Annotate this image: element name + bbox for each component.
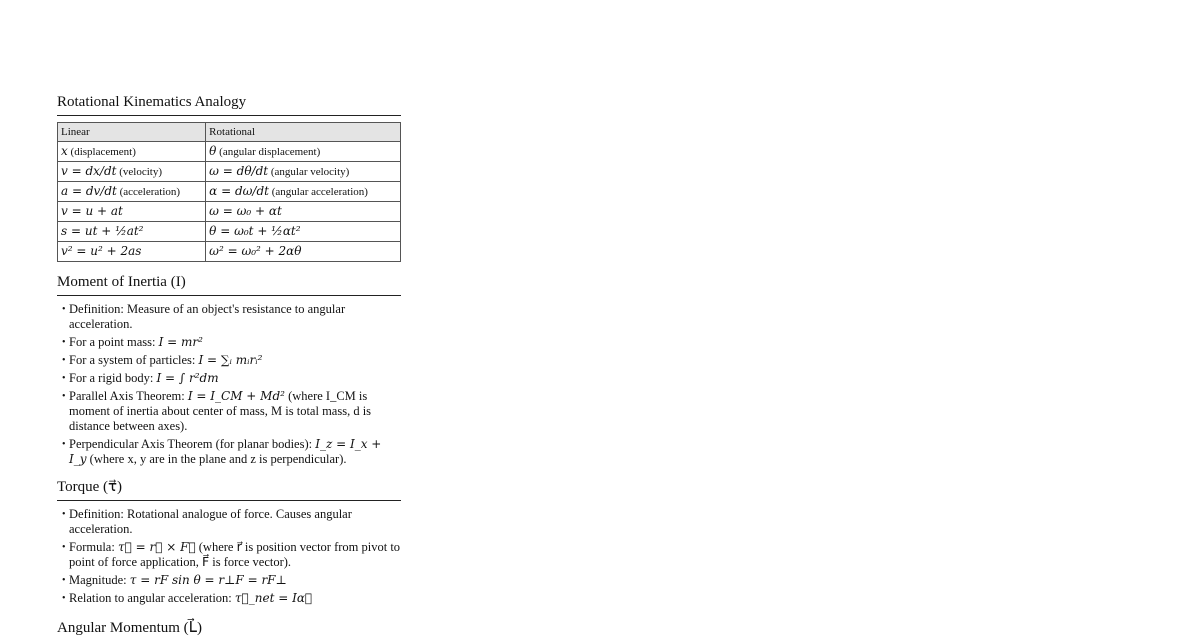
linear-note: (displacement) (67, 146, 136, 158)
item-tail: (where r⃗ is position vector from pivot to point of force application, F⃗ is force vector). (69, 540, 401, 569)
item-tail: (where I_CM is moment of inertia about center of mass, M is total mass, d is distance between axes). (69, 389, 372, 433)
rotational-cell (206, 142, 401, 162)
table-row (58, 222, 401, 242)
item-math: I_z = I_x + I_y (69, 437, 382, 466)
item-math: I = mr² (158, 335, 203, 349)
rotational-formula: ω = dθ/dt (209, 164, 269, 178)
linear-formula: v² = u² + 2as (61, 244, 142, 258)
rotational-note: (angular acceleration) (268, 186, 368, 198)
linear-formula: x (61, 144, 68, 158)
torque-section (57, 477, 401, 606)
list-item (69, 389, 401, 434)
item-text: Formula: (69, 540, 118, 554)
list-item (69, 437, 401, 467)
document-column (57, 92, 401, 616)
linear-note: (acceleration) (116, 186, 181, 198)
item-text: Perpendicular Axis Theorem (for planar bodies): (69, 437, 316, 451)
inertia-list (57, 302, 401, 467)
item-tail: (where x, y are in the plane and z is perpendicular). (86, 452, 347, 466)
linear-formula: v = dx/dt (61, 164, 117, 178)
table-row (58, 162, 401, 182)
item-text: Relation to angular acceleration: (69, 591, 235, 605)
header-rotational: Rotational (206, 123, 401, 142)
rotational-formula: θ (209, 144, 217, 158)
linear-note: (velocity) (116, 166, 162, 178)
rotational-formula: α = dω/dt (209, 184, 269, 198)
linear-formula: s = ut + ½at² (61, 224, 144, 238)
item-math: τ⃗_net = Iα⃗ (234, 591, 313, 605)
list-item (69, 353, 401, 368)
linear-cell (58, 162, 206, 182)
torque-list (57, 507, 401, 606)
table-row (58, 202, 401, 222)
table-row (58, 242, 401, 262)
list-item (69, 540, 401, 570)
item-math: I = I_CM + Md² (187, 389, 285, 403)
item-text: Definition: Rotational analogue of force. Causes angular acceleration. (69, 507, 352, 536)
rotational-cell (206, 242, 401, 262)
linear-formula: v = u + at (61, 204, 123, 218)
item-math: I = ∫ r²dm (156, 371, 219, 385)
item-text: Magnitude: (69, 573, 130, 587)
inertia-heading: Moment of Inertia (I) (57, 272, 401, 296)
inertia-section (57, 272, 401, 467)
item-text: Definition: Measure of an object's resistance to angular acceleration. (69, 302, 346, 331)
rotational-cell (206, 222, 401, 242)
linear-cell (58, 242, 206, 262)
linear-cell (58, 222, 206, 242)
header-linear: Linear (58, 123, 206, 142)
list-item (69, 371, 401, 386)
item-math: τ = rF sin θ = r⊥F = rF⊥ (129, 573, 287, 587)
kinematics-table (57, 122, 401, 262)
list-item (69, 573, 401, 588)
angular-momentum-heading: Angular Momentum (L⃗) (57, 620, 202, 636)
table-header-row (58, 123, 401, 142)
linear-cell (58, 182, 206, 202)
rotational-note: (angular displacement) (216, 146, 321, 158)
list-item (69, 302, 401, 332)
item-text: For a rigid body: (69, 371, 157, 385)
item-text: For a system of particles: (69, 353, 199, 367)
rotational-formula: ω² = ω₀² + 2αθ (209, 244, 302, 258)
kinematics-heading: Rotational Kinematics Analogy (57, 92, 401, 116)
rotational-formula: θ = ω₀t + ½αt² (209, 224, 301, 238)
list-item (69, 507, 401, 537)
linear-formula: a = dv/dt (61, 184, 117, 198)
table-row (58, 142, 401, 162)
rotational-cell (206, 182, 401, 202)
item-text: Parallel Axis Theorem: (69, 389, 188, 403)
item-math: I = ∑ᵢ mᵢrᵢ² (198, 353, 263, 367)
list-item (69, 335, 401, 350)
rotational-formula: ω = ω₀ + αt (209, 204, 282, 218)
item-math: τ⃗ = r⃗ × F⃗ (117, 540, 196, 554)
linear-cell (58, 142, 206, 162)
torque-heading: Torque (τ⃗) (57, 477, 401, 501)
item-text: For a point mass: (69, 335, 159, 349)
rotational-cell (206, 202, 401, 222)
list-item (69, 591, 401, 606)
linear-cell (58, 202, 206, 222)
table-row (58, 182, 401, 202)
kinematics-section (57, 92, 401, 262)
rotational-note: (angular velocity) (268, 166, 350, 178)
rotational-cell (206, 162, 401, 182)
